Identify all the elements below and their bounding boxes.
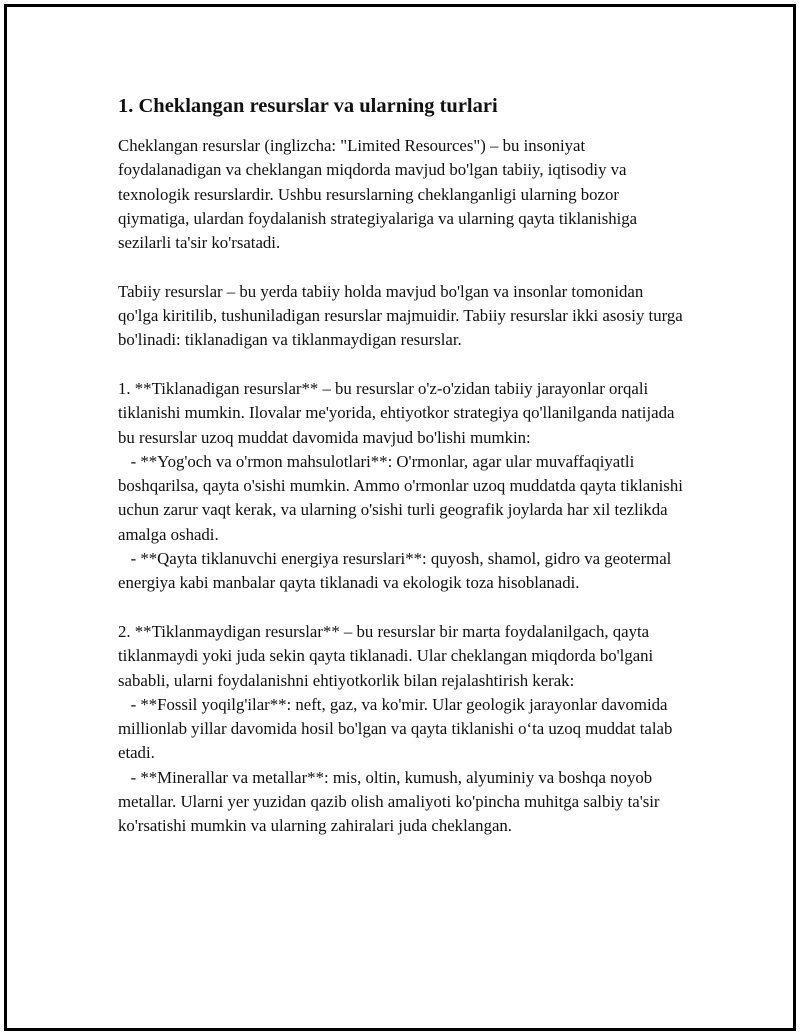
document-heading: 1. Cheklangan resurslar va ularning turlari xyxy=(118,95,498,117)
document-content xyxy=(118,92,683,839)
document-body-text: Cheklangan resurslar (inglizcha: "Limited Resources") – bu insoniyat foydalanadigan va cheklangan miqdorda mavjud bo'lgan tabiiy, iqtisodiy va texnologik resurslardir. Ushbu resurslarning cheklanganligi ularning bozor qiymatiga, ulardan foydalanish strategiyalariga va ularning qayta tiklanishiga sezilarli ta'sir ko'rsatadi. Tabiiy resurslar – bu yerda tabiiy holda mavjud bo'lgan va insonlar tomonidan qo'lga kiritilib, tushuniladigan resurslar majmuidir. Tabiiy resurslar ikki asosiy turga bo'linadi: tiklanadigan va tiklanmaydigan resurslar. 1. **Tiklanadigan resurslar** – bu resurslar o'z-o'zidan tabiiy jarayonlar orqali tiklanishi mumkin. Ilovalar me'yorida, ehtiyotkor strategiya qo'llanilganda natijada bu resurslar uzoq muddat davomida mavjud bo'lishi mumkin: - **Yog'och va o'rmon mahsulotlari**: O'rmonlar, agar ular muvaffaqiyatli boshqarilsa, qayta o'sishi mumkin. Ammo o'rmonlar uzoq muddatda qayta tiklanishi uchun zarur vaqt kerak, va ularning o'sishi turli geografik joylarda har xil tezlikda amalga oshadi. - **Qayta tiklanuvchi energiya resurslari**: quyosh, shamol, gidro va geotermal energiya kabi manbalar qayta tiklanadi va ekologik toza hisoblanadi. 2. **Tiklanmaydigan resurslar** – bu resurslar bir marta foydalanilgach, qayta tiklanmaydi yoki juda sekin qayta tiklanadi. Ular cheklangan miqdorda bo'lgani sababli, ularni foydalanishni ehtiyotkorlik bilan rejalashtirish kerak: - **Fossil yoqilg'ilar**: neft, gaz, va ko'mir. Ular geologik jarayonlar davomida millionlab yillar davomida hosil bo'lgan va qayta tiklanishi oʻta uzoq muddat talab etadi. - **Minerallar va metallar**: mis, oltin, kumush, alyuminiy va boshqa noyob metallar. Ularni yer yuzidan qazib olish amaliyoti ko'pincha muhitga salbiy ta'sir ko'rsatishi mumkin va ularning zahiralari juda cheklangan. xyxy=(118,136,683,836)
